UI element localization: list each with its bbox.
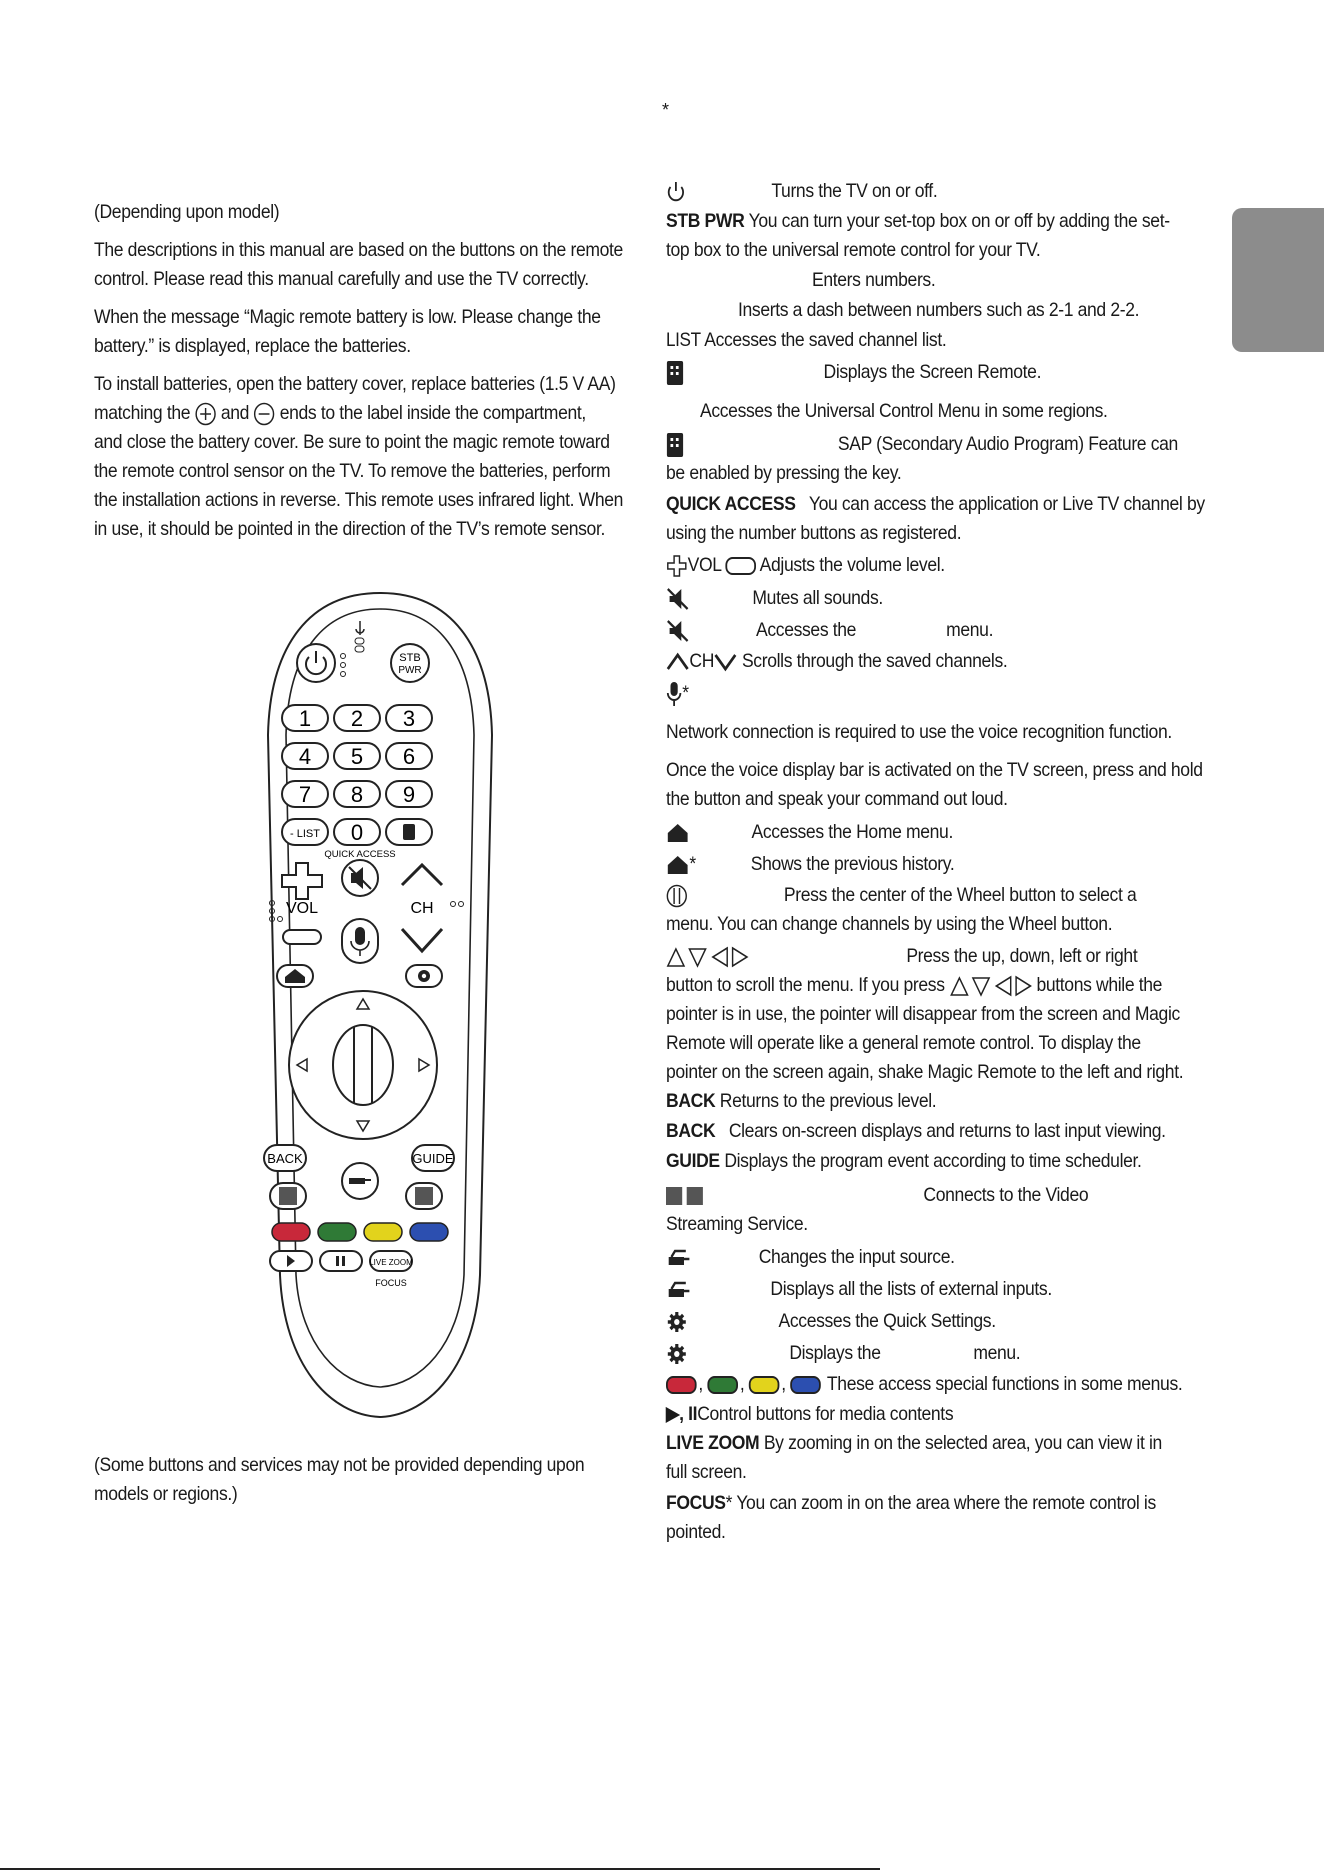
footnote-line2: models or regions.) bbox=[94, 1483, 238, 1505]
row-streaming: Connects to the Video bbox=[666, 1181, 1088, 1210]
chevron-up-icon bbox=[666, 651, 689, 673]
para2-line1: When the message “Magic remote battery is low. Please change the bbox=[94, 306, 601, 328]
vol-label: VOL bbox=[285, 900, 319, 917]
svg-text:0: 0 bbox=[350, 820, 364, 845]
row-arrows-5: pointer on the screen again, shake Magic Remote to the left and right. bbox=[666, 1061, 1184, 1083]
svg-text:1: 1 bbox=[298, 706, 312, 731]
streaming-button-right[interactable] bbox=[406, 1183, 442, 1209]
row-numbers: Enters numbers. bbox=[812, 269, 936, 291]
wheel-icon bbox=[666, 884, 688, 908]
row-streaming-2: Streaming Service. bbox=[666, 1213, 808, 1235]
streaming-icon bbox=[687, 1187, 703, 1205]
row-dash: Inserts a dash between numbers such as 2-1 and 2-2. bbox=[738, 299, 1140, 321]
row-arrows: Press the up, down, left or right bbox=[666, 942, 1137, 971]
input-button[interactable] bbox=[342, 1163, 378, 1199]
svg-text:GUIDE: GUIDE bbox=[412, 1151, 454, 1166]
row-input-2: Displays all the lists of external inputs. bbox=[666, 1275, 1052, 1304]
top-asterisk: * bbox=[662, 100, 670, 120]
para3-line2: matching the and ends to the label inside the compartment, bbox=[94, 402, 586, 424]
color-button-4[interactable] bbox=[410, 1223, 448, 1241]
row-mic: * bbox=[666, 679, 689, 708]
row-back: BACK Returns to the previous level. bbox=[666, 1090, 937, 1112]
magic-remote-illustration bbox=[250, 585, 510, 1425]
power-icon bbox=[666, 180, 686, 204]
footnote-line1: (Some buttons and services may not be provided depending upon bbox=[94, 1454, 585, 1476]
settings-button[interactable] bbox=[406, 965, 442, 987]
para3-line1: To install batteries, open the battery cover, replace batteries (1.5 V AA) bbox=[94, 373, 616, 395]
play-button[interactable] bbox=[270, 1251, 312, 1271]
quick-access-label: QUICK ACCESS bbox=[324, 849, 396, 860]
input-icon bbox=[666, 1248, 691, 1268]
svg-text:8: 8 bbox=[350, 782, 364, 807]
row-stb-pwr-2: top box to the universal remote control for your TV. bbox=[666, 239, 1041, 261]
ch-label: CH bbox=[410, 900, 434, 917]
digit-7-button[interactable] bbox=[282, 781, 328, 807]
color-key-icon-2 bbox=[707, 1376, 738, 1394]
row-back-2: BACK Clears on-screen displays and returns to last input viewing. bbox=[666, 1120, 1166, 1142]
gear-icon bbox=[666, 1310, 688, 1334]
para2-line2: battery.” is displayed, replace the batteries. bbox=[94, 335, 411, 357]
power-button[interactable] bbox=[297, 644, 335, 682]
home-icon bbox=[666, 822, 689, 844]
home-icon bbox=[666, 854, 689, 876]
row-arrows-4: Remote will operate like a general remote control. To display the bbox=[666, 1032, 1141, 1054]
row-focus: FOCUS* You can zoom in on the area where the remote control is bbox=[666, 1492, 1156, 1514]
mute-button[interactable] bbox=[342, 860, 378, 896]
para3-line6: in use, it should be pointed in the direction of the TV’s remote sensor. bbox=[94, 518, 605, 540]
row-mute: Mutes all sounds. bbox=[666, 584, 883, 613]
row-stb-pwr: STB PWR You can turn your set-top box on or off by adding the set- bbox=[666, 210, 1170, 232]
plus-circle-icon bbox=[195, 402, 217, 426]
color-key-icon-3 bbox=[749, 1376, 780, 1394]
svg-text:9: 9 bbox=[402, 782, 416, 807]
row-home: Accesses the Home menu. bbox=[666, 818, 953, 847]
color-button-2[interactable] bbox=[318, 1223, 356, 1241]
para3-line3: and close the battery cover. Be sure to point the magic remote toward bbox=[94, 431, 610, 453]
row-input: Changes the input source. bbox=[666, 1243, 955, 1272]
svg-text:BACK: BACK bbox=[267, 1151, 303, 1166]
row-live-zoom-2: full screen. bbox=[666, 1461, 747, 1483]
row-quick-access-2: using the number buttons as registered. bbox=[666, 522, 962, 544]
gear-icon bbox=[666, 1342, 688, 1366]
row-sap: SAP (Secondary Audio Program) Feature can bbox=[666, 430, 1178, 459]
para3-line4: the remote control sensor on the TV. To remove the batteries, perform bbox=[94, 460, 611, 482]
digit-8-button[interactable] bbox=[334, 781, 380, 807]
digit-6-button[interactable] bbox=[386, 743, 432, 769]
plus-icon bbox=[666, 554, 688, 578]
minus-icon bbox=[726, 557, 757, 575]
back-button[interactable] bbox=[264, 1145, 306, 1171]
row-live-zoom: LIVE ZOOM By zooming in on the selected area, you can view it in bbox=[666, 1432, 1162, 1454]
row-mute-2: Accesses the menu. bbox=[666, 616, 993, 645]
row-focus-2: pointed. bbox=[666, 1521, 726, 1543]
row-ch: CH Scrolls through the saved channels. bbox=[666, 647, 1007, 676]
svg-text:LIVE ZOOM: LIVE ZOOM bbox=[369, 1258, 413, 1267]
chevron-down-icon bbox=[714, 651, 737, 673]
digit-9-button[interactable] bbox=[386, 781, 432, 807]
row-wheel: Press the center of the Wheel button to select a bbox=[666, 881, 1136, 910]
svg-text:6: 6 bbox=[402, 744, 416, 769]
svg-text:2: 2 bbox=[350, 706, 364, 731]
row-vol: VOL Adjusts the volume level. bbox=[666, 551, 945, 580]
row-voice-1: Once the voice display bar is activated on the TV screen, press and hold bbox=[666, 759, 1203, 781]
svg-text:3: 3 bbox=[402, 706, 416, 731]
streaming-icon bbox=[666, 1187, 682, 1205]
live-zoom-button[interactable] bbox=[369, 1251, 413, 1271]
para1-line2: control. Please read this manual carefully and use the TV correctly. bbox=[94, 268, 589, 290]
voice-button[interactable] bbox=[342, 919, 378, 963]
digit-0-button[interactable] bbox=[334, 819, 380, 845]
side-tab bbox=[1232, 208, 1324, 352]
row-network: Network connection is required to use the voice recognition function. bbox=[666, 721, 1172, 743]
color-button-3[interactable] bbox=[364, 1223, 402, 1241]
row-wheel-2: menu. You can change channels by using the Wheel button. bbox=[666, 913, 1113, 935]
arrow-keys-icon bbox=[949, 975, 1032, 997]
mute-icon bbox=[666, 619, 689, 643]
row-history: * Shows the previous history. bbox=[666, 850, 954, 879]
row-quick-access: QUICK ACCESS You can access the application or Live TV channel by bbox=[666, 493, 1205, 515]
digit-1-button[interactable] bbox=[282, 705, 328, 731]
digit-3-button[interactable] bbox=[386, 705, 432, 731]
navigation-wheel[interactable] bbox=[289, 991, 437, 1139]
arrow-keys-icon bbox=[666, 946, 749, 968]
row-power: Turns the TV on or off. bbox=[666, 177, 937, 206]
row-voice-2: the button and speak your command out loud. bbox=[666, 788, 1008, 810]
color-button-1[interactable] bbox=[272, 1223, 310, 1241]
row-media: ▶, IIControl buttons for media contents bbox=[666, 1403, 954, 1425]
stb-pwr-button[interactable] bbox=[391, 644, 429, 682]
svg-text:4: 4 bbox=[298, 744, 312, 769]
microphone-icon bbox=[666, 681, 682, 707]
focus-label: FOCUS bbox=[375, 1278, 407, 1288]
row-settings: Accesses the Quick Settings. bbox=[666, 1307, 996, 1336]
guide-button[interactable] bbox=[412, 1145, 454, 1171]
mute-icon bbox=[666, 587, 689, 611]
color-keys-icons: , , , bbox=[666, 1373, 827, 1395]
svg-text:7: 7 bbox=[298, 782, 312, 807]
list-button[interactable] bbox=[282, 819, 328, 845]
row-list: LIST Accesses the saved channel list. bbox=[666, 329, 947, 351]
pause-button[interactable] bbox=[320, 1251, 362, 1271]
stb-label: STB bbox=[399, 652, 421, 664]
streaming-button-left[interactable] bbox=[270, 1183, 306, 1209]
para1-line1: The descriptions in this manual are based on the buttons on the remote bbox=[94, 239, 623, 261]
digit-4-button[interactable] bbox=[282, 743, 328, 769]
svg-text:5: 5 bbox=[350, 744, 364, 769]
screen-remote-icon bbox=[666, 432, 684, 458]
row-sap-2: be enabled by pressing the key. bbox=[666, 462, 902, 484]
digit-2-button[interactable] bbox=[334, 705, 380, 731]
pwr-label: PWR bbox=[398, 665, 422, 676]
input-icon bbox=[666, 1280, 691, 1300]
color-key-icon-1 bbox=[666, 1376, 697, 1394]
volume-down-button[interactable] bbox=[283, 930, 321, 944]
row-guide: GUIDE Displays the program event according to time scheduler. bbox=[666, 1150, 1142, 1172]
row-arrows-2: button to scroll the menu. If you press buttons while the bbox=[666, 974, 1163, 996]
row-settings-2: Displays the menu. bbox=[666, 1339, 1020, 1368]
digit-5-button[interactable] bbox=[334, 743, 380, 769]
row-color-keys: , , , These access special functions in some menus. bbox=[666, 1370, 1182, 1399]
screen-remote-icon bbox=[666, 360, 684, 386]
home-button[interactable] bbox=[277, 965, 313, 987]
row-universal: Accesses the Universal Control Menu in some regions. bbox=[700, 400, 1108, 422]
screen-remote-button[interactable] bbox=[386, 819, 432, 845]
bottom-rule bbox=[0, 1868, 880, 1870]
model-note: (Depending upon model) bbox=[94, 201, 280, 223]
row-arrows-3: pointer is in use, the pointer will disappear from the screen and Magic bbox=[666, 1003, 1180, 1025]
svg-text:- LIST: - LIST bbox=[290, 828, 320, 840]
row-screen-remote: Displays the Screen Remote. bbox=[666, 358, 1041, 387]
color-key-icon-4 bbox=[790, 1376, 821, 1394]
minus-circle-icon bbox=[254, 402, 276, 426]
para3-line5: the installation actions in reverse. This remote uses infrared light. When bbox=[94, 489, 624, 511]
